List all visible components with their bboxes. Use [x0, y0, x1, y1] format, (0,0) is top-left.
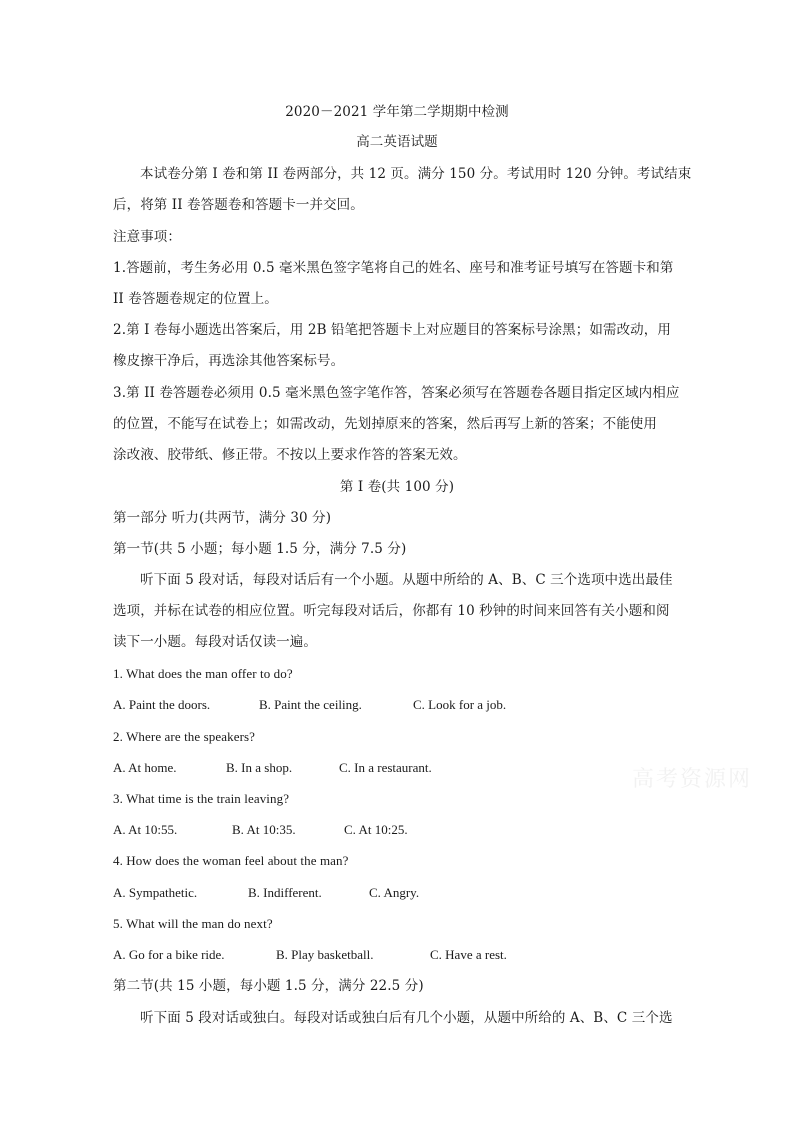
note-1-line-2: II 卷答题卷规定的位置上。	[113, 291, 278, 307]
section-1-instruction-line-3: 读下一小题。每段对话仅读一遍。	[113, 634, 317, 650]
question-3-option-a: A. At 10:55.	[113, 822, 178, 837]
note-1-line-1: 1.答题前，考生务必用 0.5 毫米黑色签字笔将自己的姓名、座号和准考证号填写在答题卡和第	[113, 260, 674, 276]
exam-title: 2020－2021 学年第二学期期中检测	[285, 104, 509, 120]
question-3-option-b: B. At 10:35.	[232, 822, 296, 837]
section-2-heading: 第二节(共 15 小题，每小题 1.5 分，满分 22.5 分)	[113, 978, 424, 994]
question-2-option-c: C. In a restaurant.	[339, 760, 432, 775]
volume-1-title: 第 I 卷(共 100 分)	[339, 479, 455, 495]
question-5-option-b: B. Play basketball.	[276, 947, 374, 962]
watermark: 高考资源网	[632, 767, 753, 792]
question-3-option-c: C. At 10:25.	[344, 822, 408, 837]
question-2-option-b: B. In a shop.	[226, 760, 293, 775]
part-1-heading: 第一部分 听力(共两节，满分 30 分)	[113, 510, 332, 526]
question-4-option-b: B. Indifferent.	[248, 885, 322, 900]
note-2-line-1: 2.第 I 卷每小题选出答案后，用 2B 铅笔把答题卡上对应题目的答案标号涂黑；如需改动，用	[113, 322, 671, 338]
question-1-stem: 1. What does the man offer to do?	[113, 666, 293, 681]
question-4-option-c: C. Angry.	[369, 885, 420, 900]
subject-title: 高二英语试题	[356, 134, 438, 150]
section-2-instruction-line-1: 听下面 5 段对话或独白。每段对话或独白后有几个小题，从题中所给的 A、B、C 三个选	[140, 1010, 673, 1026]
question-1-option-a: A. Paint the doors.	[113, 697, 211, 712]
question-5-stem: 5. What will the man do next?	[113, 916, 273, 931]
intro-line-2: 后，将第 II 卷答题卷和答题卡一并交回。	[113, 197, 364, 213]
section-1-instruction-line-2: 选项，并标在试卷的相应位置。听完每段对话后，你都有 10 秒钟的时间来回答有关小题和阅	[113, 603, 670, 619]
question-3-stem: 3. What time is the train leaving?	[113, 791, 290, 806]
note-3-line-1: 3.第 II 卷答题卷必须用 0.5 毫米黑色签字笔作答，答案必须写在答题卷各题目指定区域内相应	[113, 385, 680, 401]
question-5-option-a: A. Go for a bike ride.	[113, 947, 225, 962]
intro-line-1: 本试卷分第 I 卷和第 II 卷两部分，共 12 页。满分 150 分。考试用时 120 分钟。考试结束	[140, 166, 692, 182]
note-3-line-3: 涂改液、胶带纸、修正带。不按以上要求作答的答案无效。	[113, 447, 467, 463]
question-5-option-c: C. Have a rest.	[430, 947, 507, 962]
question-2-stem: 2. Where are the speakers?	[113, 729, 256, 744]
note-3-line-2: 的位置，不能写在试卷上；如需改动，先划掉原来的答案，然后再写上新的答案；不能使用	[113, 416, 657, 432]
question-4-option-a: A. Sympathetic.	[113, 885, 198, 900]
note-2-line-2: 橡皮擦干净后，再选涂其他答案标号。	[113, 353, 345, 369]
notes-heading: 注意事项：	[113, 229, 181, 245]
section-1-instruction-line-1: 听下面 5 段对话，每段对话后有一个小题。从题中所给的 A、B、C 三个选项中选出最佳	[140, 572, 673, 588]
question-1-option-c: C. Look for a job.	[413, 697, 507, 712]
question-4-stem: 4. How does the woman feel about the man?	[113, 853, 349, 868]
question-2-option-a: A. At home.	[113, 760, 177, 775]
section-1-heading: 第一节(共 5 小题；每小题 1.5 分，满分 7.5 分)	[113, 541, 407, 557]
question-1-option-b: B. Paint the ceiling.	[259, 697, 362, 712]
